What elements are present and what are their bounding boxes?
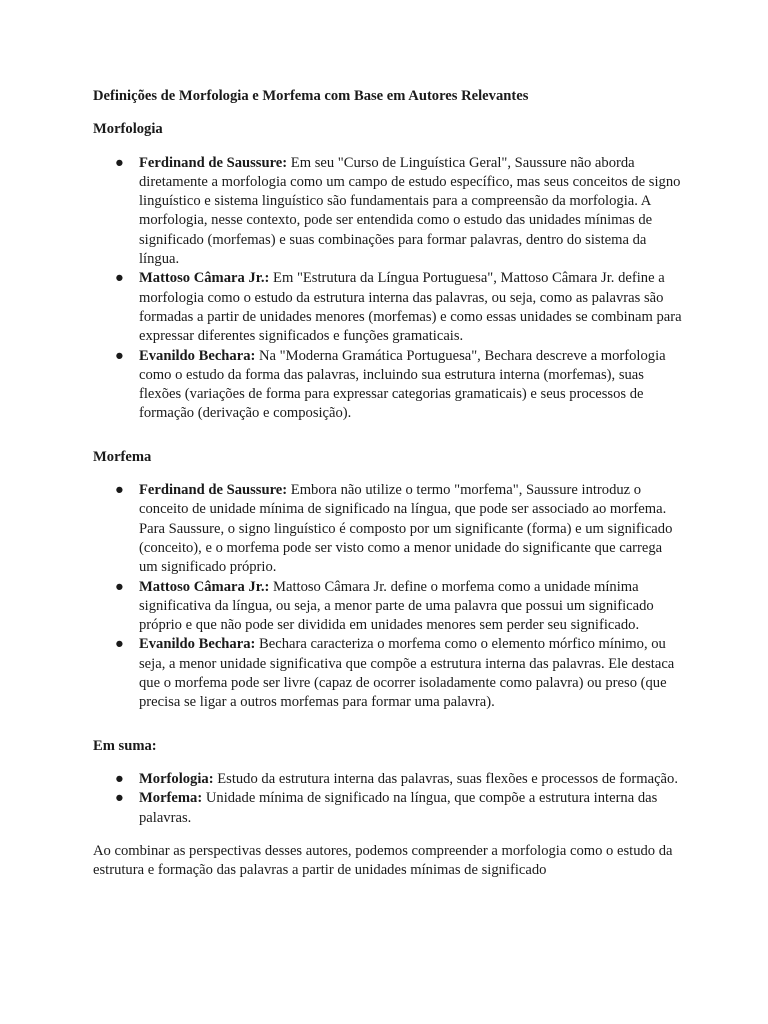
list-morfema [93, 481, 683, 713]
list-morfologia [93, 154, 683, 424]
list-item [93, 269, 683, 346]
bullet-icon: ● [115, 790, 124, 807]
section-heading-summary: Em suma: [93, 737, 157, 754]
bullet-icon: ● [115, 270, 124, 287]
item-text: Unidade mínima de significado na língua, que compõe a estrutura interna das palavras. [139, 790, 658, 826]
item-text: Na "Moderna Gramática Portuguesa", Bechara descreve a morfologia como o estudo da forma das palavras, incluindo sua estrutura interna (morfemas), suas flexões (variações de forma para expressar categorias gramaticais) e seus processos de formação (derivação e composição). [139, 347, 666, 422]
item-text: Mattoso Câmara Jr. define o morfema como a unidade mínima significativa da língua, ou seja, a menor parte de uma palavra que possui um significado próprio e que não pode ser dividida em unidades menores sem perder seu significado. [139, 578, 654, 634]
bullet-icon: ● [115, 154, 124, 171]
item-text: Em seu "Curso de Linguística Geral", Saussure não aborda diretamente a morfologia como um campo de estudo específico, mas seus conceitos de signo linguístico e sistema linguístico são fundamentais para a compreensão da morfologia. A morfologia, nesse contexto, pode ser entendida como o estudo das unidades mínimas de significado (morfemas) e suas combinações para formar palavras, dentro do sistema da língua. [139, 154, 681, 268]
closing-paragraph: Ao combinar as perspectivas desses autores, podemos compreender a morfologia como o estudo da estrutura e formação das palavras a partir de unidades mínimas de significado [93, 842, 673, 879]
document-content [93, 87, 683, 880]
bullet-icon: ● [115, 770, 124, 787]
list-item [93, 154, 683, 270]
author-name: Ferdinand de Saussure: [139, 482, 288, 499]
list-item [93, 635, 683, 712]
item-text: Estudo da estrutura interna das palavras, suas flexões e processos de formação. [213, 770, 678, 787]
list-item [93, 347, 683, 424]
list-item [93, 481, 683, 577]
author-name: Evanildo Bechara: [139, 636, 256, 653]
document-title: Definições de Morfologia e Morfema com Base em Autores Relevantes [93, 88, 529, 104]
list-item [93, 770, 683, 789]
item-text: Bechara caracteriza o morfema como o elemento mórfico mínimo, ou seja, a menor unidade significativa que compõe a estrutura interna das palavras. Ele destaca que o morfema pode ser livre (capaz de ocorrer isoladamente como palavra) ou preso (que precisa se ligar a outros morfemas para formar uma palavra). [139, 636, 675, 711]
bullet-icon: ● [115, 482, 124, 499]
section-heading-morfema: Morfema [93, 448, 152, 465]
author-name: Evanildo Bechara: [139, 347, 256, 364]
item-text: Em "Estrutura da Língua Portuguesa", Mattoso Câmara Jr. define a morfologia como o estudo da estrutura interna das palavras, ou seja, como as palavras são formadas a partir de unidades menores (morfemas) e como essas unidades se combinam para expressar diferentes significados e funções gramaticais. [139, 270, 682, 345]
author-name: Mattoso Câmara Jr.: [139, 270, 270, 287]
bullet-icon: ● [115, 636, 124, 653]
summary-term: Morfema: [139, 790, 203, 807]
item-text: Embora não utilize o termo "morfema", Saussure introduz o conceito de unidade mínima de significado na língua, que pode ser associado ao morfema. Para Saussure, o signo linguístico é composto por um significante (forma) e um significado (conceito), e o morfema pode ser visto como a menor unidade do significante que carrega um significado próprio. [139, 482, 673, 576]
bullet-icon: ● [115, 347, 124, 364]
bullet-icon: ● [115, 578, 124, 595]
author-name: Ferdinand de Saussure: [139, 154, 288, 171]
summary-term: Morfologia: [139, 770, 214, 787]
author-name: Mattoso Câmara Jr.: [139, 578, 270, 595]
list-item [93, 789, 683, 828]
section-heading-morfologia: Morfologia [93, 121, 163, 138]
list-summary [93, 770, 683, 828]
list-item [93, 578, 683, 636]
